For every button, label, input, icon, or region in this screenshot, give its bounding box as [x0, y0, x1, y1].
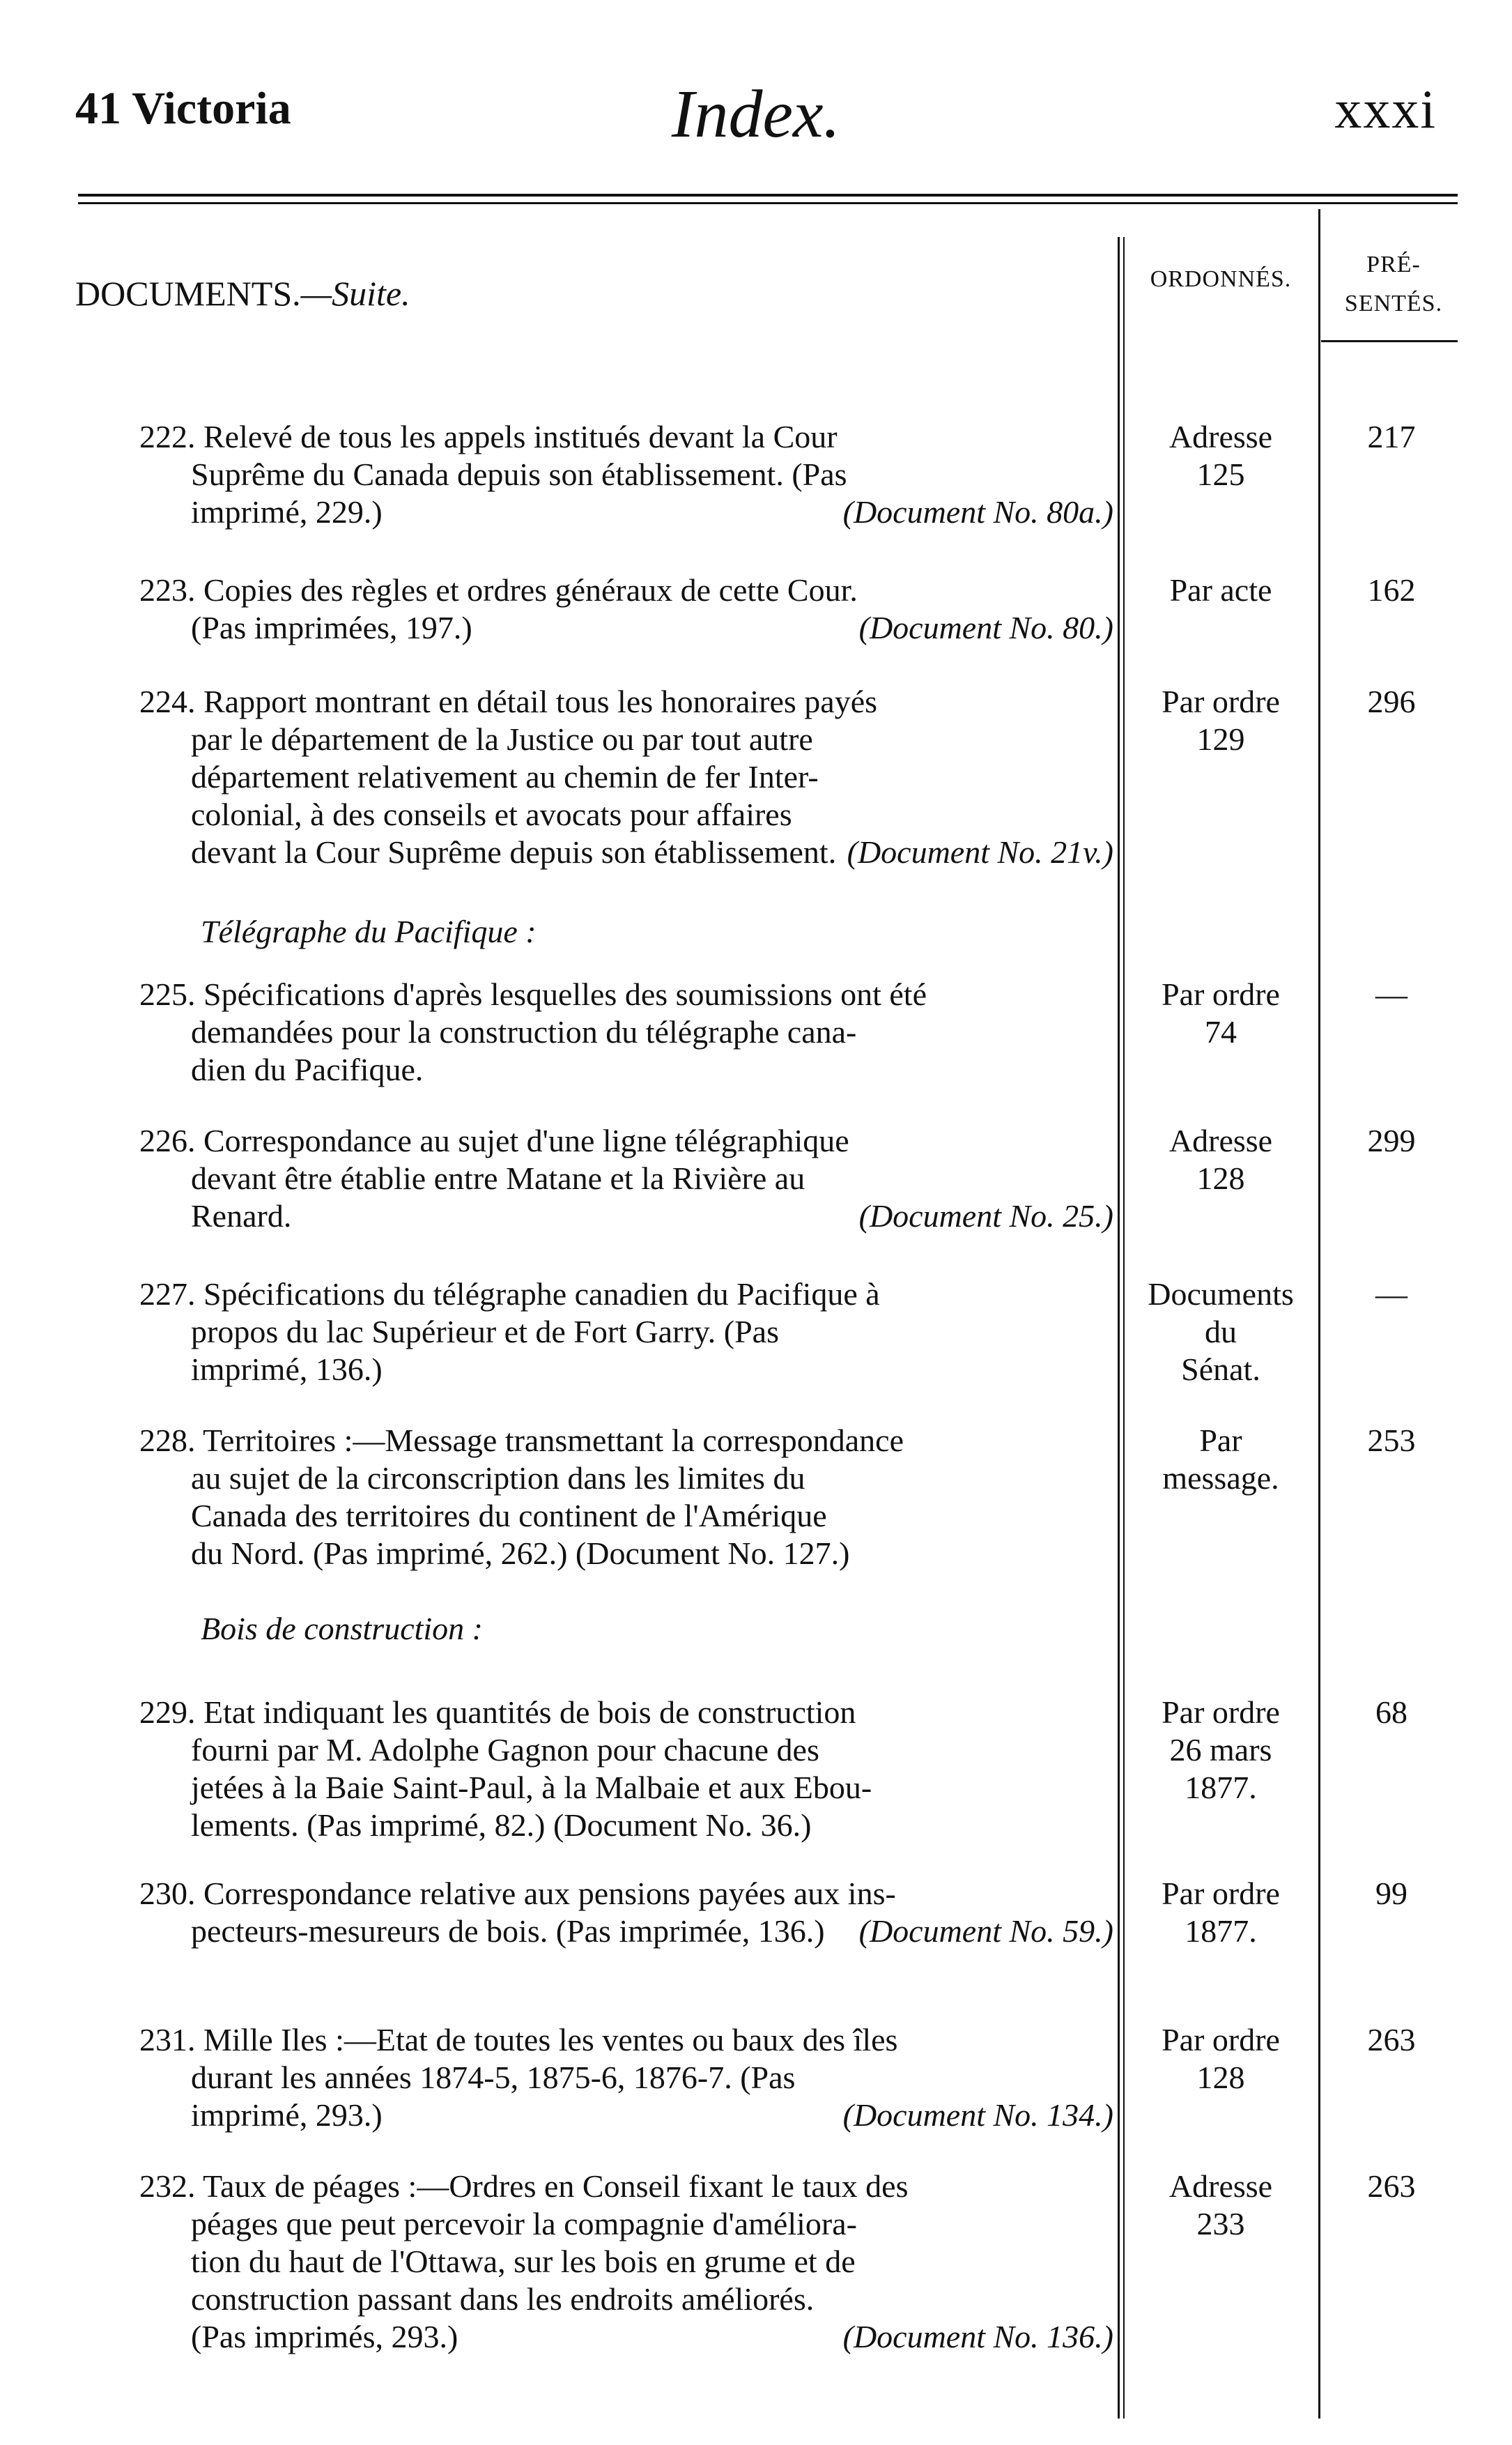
- running-head-left: 41 Victoria: [75, 83, 291, 134]
- entry-text: [139, 1275, 1113, 1388]
- ordonnes-cell: [1123, 572, 1318, 609]
- entry-number: 223.: [139, 572, 203, 608]
- entry-text: [139, 418, 1113, 531]
- entry-text: [139, 1122, 1113, 1235]
- entry-line: [139, 2168, 1113, 2205]
- ordonnes-line: 1877.: [1185, 1770, 1257, 1805]
- ordonnes-line: Par acte: [1169, 572, 1272, 608]
- ordonnes-line: 1877.: [1185, 1913, 1257, 1949]
- document-reference: (Document No. 134.): [842, 2097, 1113, 2133]
- ordonnes-line: Documents: [1148, 1276, 1294, 1312]
- running-head-title: Index.: [671, 77, 841, 152]
- ordonnes-line: message.: [1162, 1460, 1279, 1496]
- entry-line: colonial, à des conseils et avocats pour affaires: [191, 797, 792, 832]
- ordonnes-line: Par ordre: [1162, 976, 1280, 1012]
- entry-text: [139, 2021, 1113, 2134]
- entry-line: [139, 2021, 1113, 2059]
- entry-line: tion du haut de l'Ottawa, sur les bois en grume et de: [191, 2244, 856, 2279]
- ordonnes-line: 129: [1196, 721, 1245, 757]
- ordonnes-line: Par ordre: [1162, 2022, 1280, 2057]
- entry-line-text: Correspondance relative aux pensions payées aux ins-: [203, 1876, 896, 1911]
- entry-line: durant les années 1874-5, 1875-6, 1876-7. (Pas: [191, 2060, 796, 2095]
- entry-text: [139, 2168, 1113, 2356]
- column-divider-presentes: [1318, 209, 1320, 2419]
- header-rule-bottom: [78, 202, 1458, 204]
- ordonnes-line: 26 mars: [1169, 1732, 1272, 1768]
- entry-number: 230.: [139, 1876, 203, 1911]
- entry-line: du Nord. (Pas imprimé, 262.) (Document No. 127.): [191, 1535, 850, 1571]
- subheading-telegraphe: Télégraphe du Pacifique :: [201, 914, 537, 949]
- ordonnes-cell: [1123, 418, 1318, 493]
- entry-line-text: Etat indiquant les quantités de bois de construction: [203, 1694, 856, 1730]
- entry-line: Suprême du Canada depuis son établissement. (Pas: [191, 457, 847, 492]
- ordonnes-cell: [1123, 2168, 1318, 2243]
- entry-line: [139, 1197, 1113, 1235]
- entry-text: [139, 1422, 1113, 1572]
- entry-line-text: (Pas imprimés, 293.): [191, 2319, 458, 2354]
- entry-line: fourni par M. Adolphe Gagnon pour chacune des: [191, 1732, 819, 1768]
- entry-text: [139, 683, 1113, 871]
- entry-line: propos du lac Supérieur et de Fort Garry. (Pas: [191, 1314, 779, 1349]
- document-reference: (Document No. 80.): [858, 610, 1113, 645]
- presentes-cell: —: [1375, 1276, 1407, 1312]
- entry-text: [139, 572, 1113, 647]
- entry-line: Canada des territoires du continent de l'Amérique: [191, 1498, 827, 1533]
- presentes-cell: 68: [1375, 1694, 1407, 1730]
- entry-number: 222.: [139, 419, 203, 454]
- document-reference: (Document No. 136.): [842, 2319, 1113, 2354]
- ordonnes-line: Adresse: [1168, 1123, 1273, 1158]
- entry-line: [139, 683, 1113, 721]
- entry-number: 225.: [139, 976, 203, 1012]
- entry-line-text: Correspondance au sujet d'une ligne télégraphique: [203, 1123, 849, 1158]
- ordonnes-line: Adresse: [1168, 2168, 1273, 2204]
- entry-line: [139, 1694, 1113, 1731]
- entry-line: [139, 1275, 1113, 1313]
- entry-text: [139, 1875, 1113, 1950]
- column-header-presentes: [1324, 245, 1463, 323]
- ordonnes-cell: [1123, 683, 1318, 758]
- entry-line-text: imprimé, 229.): [191, 494, 383, 530]
- entry-line: construction passant dans les endroits améliorés.: [191, 2281, 815, 2317]
- entry-line-text: Rapport montrant en détail tous les honoraires payés: [203, 684, 878, 719]
- ordonnes-line: Par ordre: [1162, 1876, 1280, 1911]
- entry-line: dien du Pacifique.: [191, 1052, 424, 1087]
- subheading-bois: Bois de construction :: [201, 1611, 483, 1646]
- ordonnes-line: 128: [1196, 2060, 1245, 2095]
- entry-line-text: Mille Iles :—Etat de toutes les ventes ou baux des îles: [203, 2022, 898, 2057]
- entry-text: [139, 1694, 1113, 1844]
- entry-line: [139, 609, 1113, 647]
- page-number: xxxi: [1334, 79, 1437, 139]
- presentes-cell: 296: [1367, 684, 1416, 719]
- entry-line: devant être établie entre Matane et la Rivière au: [191, 1160, 805, 1196]
- entry-number: 224.: [139, 684, 203, 719]
- column-divider-ordonnes: [1118, 237, 1120, 2419]
- presentes-cell: 99: [1375, 1876, 1407, 1911]
- entry-text: [139, 976, 1113, 1089]
- entry-line-text: Renard.: [191, 1198, 292, 1234]
- ordonnes-line: 233: [1196, 2206, 1245, 2241]
- entry-line-text: Taux de péages :—Ordres en Conseil fixant le taux des: [203, 2168, 909, 2204]
- entry-line: [139, 1422, 1113, 1459]
- entry-line: jetées à la Baie Saint-Paul, à la Malbaie et aux Ebou-: [191, 1770, 872, 1805]
- entry-line: [139, 1913, 1113, 1950]
- entry-line: demandées pour la construction du télégraphe cana-: [191, 1014, 857, 1050]
- entry-line: [139, 418, 1113, 456]
- ordonnes-cell: [1123, 1122, 1318, 1197]
- entry-line: péages que peut percevoir la compagnie d'améliora-: [191, 2206, 857, 2241]
- entry-line-text: Relevé de tous les appels institués devant la Cour: [203, 419, 838, 454]
- ordonnes-line: 125: [1196, 457, 1245, 492]
- entry-line: [139, 976, 1113, 1013]
- entry-number: 227.: [139, 1276, 203, 1312]
- presentes-cell: 162: [1367, 572, 1416, 608]
- entry-number: 228.: [139, 1423, 203, 1458]
- entry-line: par le département de la Justice ou par tout autre: [191, 721, 813, 757]
- ordonnes-cell: [1123, 1422, 1318, 1497]
- presentes-cell: 263: [1367, 2022, 1416, 2057]
- section-heading: [75, 273, 410, 314]
- ordonnes-line: Par: [1199, 1423, 1242, 1458]
- entry-line: [139, 1122, 1113, 1160]
- section-title: DOCUMENTS.: [75, 274, 301, 313]
- section-suffix: —Suite.: [300, 274, 410, 313]
- entry-line-text: devant la Cour Suprême depuis son établissement.: [191, 834, 837, 870]
- entry-line: [139, 834, 1113, 871]
- column-header-presentes-line2: SENTÉS.: [1344, 291, 1443, 316]
- entry-line: [139, 493, 1113, 531]
- presentes-cell: 263: [1367, 2168, 1416, 2204]
- document-reference: (Document No. 59.): [858, 1913, 1113, 1949]
- ordonnes-line: du: [1205, 1314, 1237, 1349]
- entry-line-text: Territoires :—Message transmettant la correspondance: [203, 1423, 904, 1458]
- entry-line-text: Spécifications d'après lesquelles des soumissions ont été: [203, 976, 927, 1012]
- ordonnes-cell: [1123, 1694, 1318, 1807]
- entry-line: [139, 1875, 1113, 1913]
- entry-line: [139, 2097, 1113, 2134]
- ordonnes-line: 74: [1205, 1014, 1237, 1050]
- ordonnes-cell: [1123, 2021, 1318, 2097]
- entry-line: au sujet de la circonscription dans les limites du: [191, 1460, 805, 1496]
- entry-number: 231.: [139, 2022, 203, 2057]
- entry-number: 229.: [139, 1694, 203, 1730]
- entry-line: [139, 572, 1113, 609]
- entry-number: 226.: [139, 1123, 203, 1158]
- ordonnes-cell: [1123, 1875, 1318, 1950]
- document-reference: (Document No. 25.): [858, 1198, 1113, 1234]
- ordonnes-line: Par ordre: [1162, 1694, 1280, 1730]
- ordonnes-line: Sénat.: [1181, 1351, 1260, 1387]
- entry-line-text: (Pas imprimées, 197.): [191, 610, 472, 645]
- ordonnes-line: 128: [1196, 1160, 1245, 1196]
- column-header-rule: [1321, 340, 1458, 342]
- entry-line: lements. (Pas imprimé, 82.) (Document No. 36.): [191, 1807, 812, 1843]
- presentes-cell: 253: [1367, 1423, 1416, 1458]
- ordonnes-cell: [1123, 1275, 1318, 1388]
- entry-line: département relativement au chemin de fer Inter-: [191, 759, 819, 795]
- entry-line-text: Copies des règles et ordres généraux de cette Cour.: [203, 572, 858, 608]
- presentes-cell: —: [1375, 976, 1407, 1012]
- header-rule-top: [78, 194, 1458, 197]
- entry-line-text: Spécifications du télégraphe canadien du Pacifique à: [203, 1276, 880, 1312]
- entry-line: [139, 2318, 1113, 2356]
- column-header-ordonnes: ORDONNÉS.: [1150, 266, 1292, 292]
- document-reference: (Document No. 21v.): [847, 834, 1113, 870]
- ordonnes-line: Adresse: [1168, 419, 1273, 454]
- column-header-presentes-line1: PRÉ-: [1366, 252, 1421, 277]
- ordonnes-cell: [1123, 976, 1318, 1051]
- document-reference: (Document No. 80a.): [842, 494, 1113, 530]
- entry-number: 232.: [139, 2168, 203, 2204]
- presentes-cell: 217: [1367, 419, 1416, 454]
- ordonnes-line: Par ordre: [1162, 684, 1280, 719]
- entry-line-text: pecteurs-mesureurs de bois. (Pas imprimée, 136.): [191, 1913, 825, 1949]
- entry-line: imprimé, 136.): [191, 1351, 383, 1387]
- entry-line-text: imprimé, 293.): [191, 2097, 383, 2133]
- presentes-cell: 299: [1367, 1123, 1416, 1158]
